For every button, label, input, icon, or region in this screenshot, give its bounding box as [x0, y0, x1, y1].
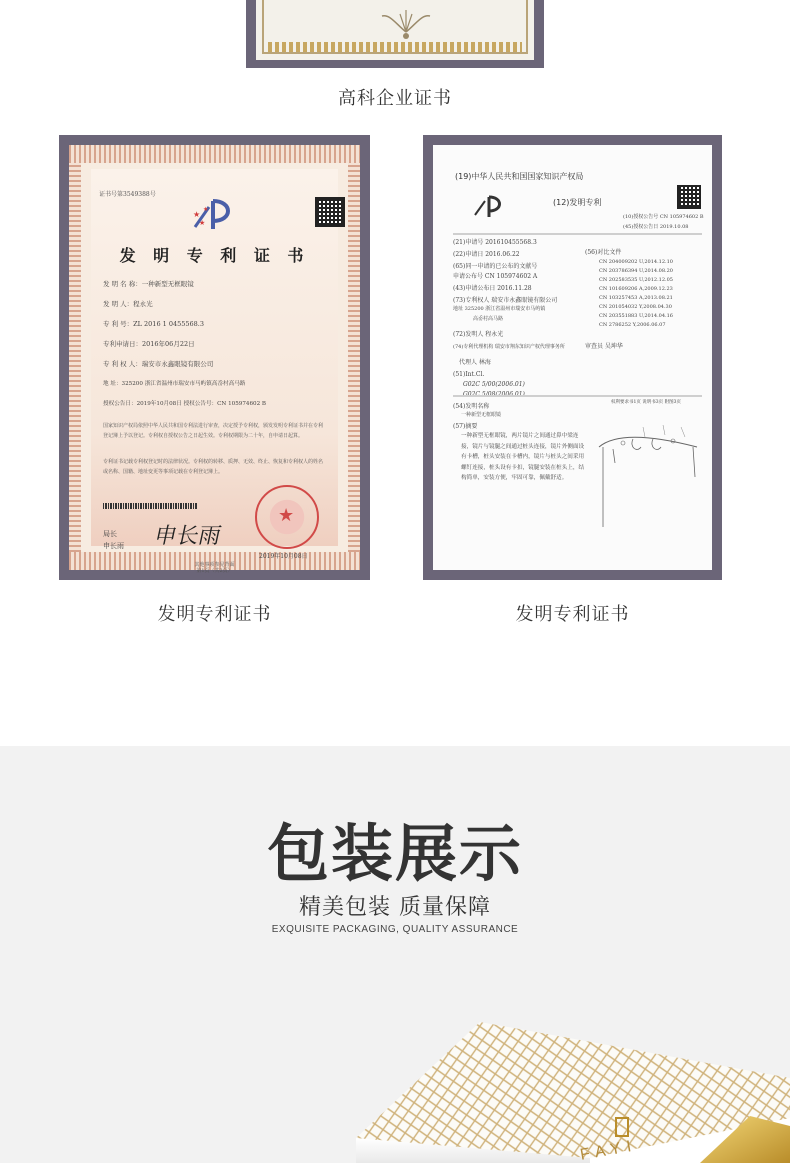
- invention-patent-certificate-frame: [59, 135, 370, 580]
- invention-patent-document: [433, 145, 712, 570]
- document-divider: [453, 233, 702, 235]
- certificate-ornament-left: [69, 163, 81, 552]
- document-divider-2: [453, 395, 702, 397]
- certificate-number: 证书号第3549388号: [99, 191, 156, 198]
- packaging-section: [0, 746, 790, 1163]
- glasses-drawing: [593, 417, 703, 547]
- doc-cited-4: CN 101609206 A,2009.12.23: [599, 286, 673, 292]
- packaging-english-subtitle: EXQUISITE PACKAGING, QUALITY ASSURANCE: [271, 924, 519, 935]
- qr-code: [315, 197, 345, 227]
- doc-line-published-document: (65)同一申请的已公布的文献号: [453, 263, 538, 270]
- invention-patent-certificate: [69, 145, 360, 574]
- caption-high-tech-certificate: 高科企业证书: [338, 88, 452, 109]
- certificate-footer: 其他事项参见背面: [194, 562, 235, 568]
- box-brand-text: FAYI: [578, 1137, 639, 1164]
- patent-office-logo-icon: [191, 197, 241, 231]
- doc-line-intcl: (51)Int.Cl.: [453, 371, 485, 378]
- invention-patent-document-frame: [423, 135, 722, 580]
- official-seal: [255, 485, 319, 549]
- seal-date: 2019年10月08日: [259, 553, 308, 560]
- certificate-page: 第1页（共2页）: [196, 568, 233, 574]
- field-invention-name: 发 明 名 称：一种新型无框眼镜: [103, 280, 194, 288]
- doc-line-address-2: 高岙村高马路: [473, 316, 504, 322]
- patent-office-logo-icon: [473, 193, 507, 221]
- field-patentee: 专 利 权 人：瑞安市永鑫眼镜有限公司: [103, 360, 214, 368]
- doc-cited-documents-label: (56)对比文件: [585, 249, 622, 256]
- document-type: (12)发明专利: [553, 198, 602, 207]
- doc-abstract: 一种新型无框眼镜，两片镜片之间通过鼻中梁连接，镜片与镜腿之间通过桩头连接，镜片外侧面设有卡槽，桩头安装在卡槽内，镜片与桩头之间采用螺钉连接，桩头设有卡扣，镜腿安装在桩头上，结构简单，安装方便，牢固可靠，佩戴舒适。: [461, 433, 585, 482]
- packaging-title: 包装展示: [266, 817, 523, 890]
- field-inventor: 发 明 人：程永光: [103, 300, 153, 308]
- doc-line-publication-number: 申请公布号 CN 105974602 A: [453, 273, 538, 280]
- doc-line-publication-date: (43)申请公布日 2016.11.28: [453, 285, 532, 292]
- ornament-icon: [376, 4, 436, 44]
- doc-abstract-label: (57)摘要: [453, 423, 478, 430]
- doc-line-agent: 代理人 林海: [459, 359, 491, 366]
- doc-line-agency: (74)专利代理机构 瑞安市翔东知识产权代理事务所: [453, 344, 565, 350]
- caption-right-invention-patent: 发明专利证书: [515, 604, 630, 625]
- gift-box-image: [340, 1008, 790, 1163]
- top-certificate-paper: [256, 0, 534, 60]
- doc-line-patentee: (73)专利权人 瑞安市永鑫眼镜有限公司: [453, 297, 558, 304]
- certificate-ornament-top: [69, 145, 360, 163]
- doc-line-address: 地址 325200 浙江省温州市瑞安市马屿镇: [453, 306, 546, 312]
- certificate-ornament-right: [348, 163, 360, 552]
- document-issuing-office: (19)中华人民共和国国家知识产权局: [455, 172, 584, 181]
- certificate-paragraph-2: 专利证书记载专利权登记时的法律状况。专利权的转移、质押、无效、终止、恢复和专利权人的姓名或名称、国籍、地址变更等事项记载在专利登记簿上。: [103, 459, 324, 475]
- field-grant-date: 授权公告日：2019年10月08日 授权公告号：CN 105974602 B: [103, 401, 267, 407]
- doc-cited-1: CN 204009202 U,2014.12.10: [599, 259, 673, 265]
- barcode: [103, 503, 197, 509]
- director-signature: 申长雨: [151, 524, 224, 549]
- doc-cited-8: CN 2786252 Y,2006.06.07: [599, 322, 666, 328]
- field-application-date: 专利申请日：2016年06月22日: [103, 340, 195, 348]
- doc-line-application-number: (21)申请号 201610455568.3: [453, 239, 537, 246]
- doc-cited-3: CN 202583535 U,2012.12.05: [599, 277, 673, 283]
- svg-text:★: ★: [199, 219, 206, 227]
- doc-line-application-date: (22)申请日 2016.06.22: [453, 251, 520, 258]
- svg-text:★: ★: [203, 206, 209, 213]
- document-publication-date: (45)授权公告日 2019.10.08: [623, 224, 689, 230]
- document-qr-code: [677, 185, 701, 209]
- doc-cited-7: CN 203551883 U,2014.04.16: [599, 313, 673, 319]
- doc-cited-6: CN 201054032 Y,2008.04.30: [599, 304, 672, 310]
- doc-title-label: (54)发明名称: [453, 403, 490, 410]
- director-name: 申长雨: [103, 542, 124, 550]
- caption-left-invention-patent: 发明专利证书: [157, 604, 272, 625]
- certificate-paragraph-1: 国家知识产权局依照中华人民共和国专利法进行审查，决定授予专利权，颁发发明专利证书并在专利登记簿上予以登记。专利权自授权公告之日起生效。专利权期限为二十年，自申请日起算。: [103, 423, 324, 439]
- certificate-title: 发 明 专 利 证 书: [119, 246, 310, 265]
- doc-cited-5: CN 103257453 A,2013.08.21: [599, 295, 673, 301]
- doc-line-class-1: G02C 5/00(2006.01): [463, 381, 525, 388]
- packaging-subtitle: 精美包装 质量保障: [299, 895, 491, 920]
- doc-line-inventor: (72)发明人 程永光: [453, 331, 504, 338]
- doc-examiner: 审查员 吴坤华: [585, 343, 623, 350]
- field-address: 地 址：325200 浙江省温州市瑞安市马屿镇高岙村高马路: [103, 381, 246, 387]
- doc-title-value: 一种新型无框眼镜: [461, 412, 502, 418]
- doc-cited-2: CN 203786394 U,2014.08.20: [599, 268, 673, 274]
- field-patent-number: 专 利 号：ZL 2016 1 0455568.3: [103, 320, 204, 328]
- document-publication-number: (10)授权公告号 CN 105974602 B: [623, 214, 704, 220]
- doc-claims-note: 权利要求书1页 说明书3页 附图3页: [611, 400, 681, 405]
- top-certificate-frame: [246, 0, 544, 68]
- svg-text:★: ★: [193, 210, 201, 219]
- seal-star-icon: ★: [278, 505, 295, 526]
- director-label: 局长: [103, 530, 117, 538]
